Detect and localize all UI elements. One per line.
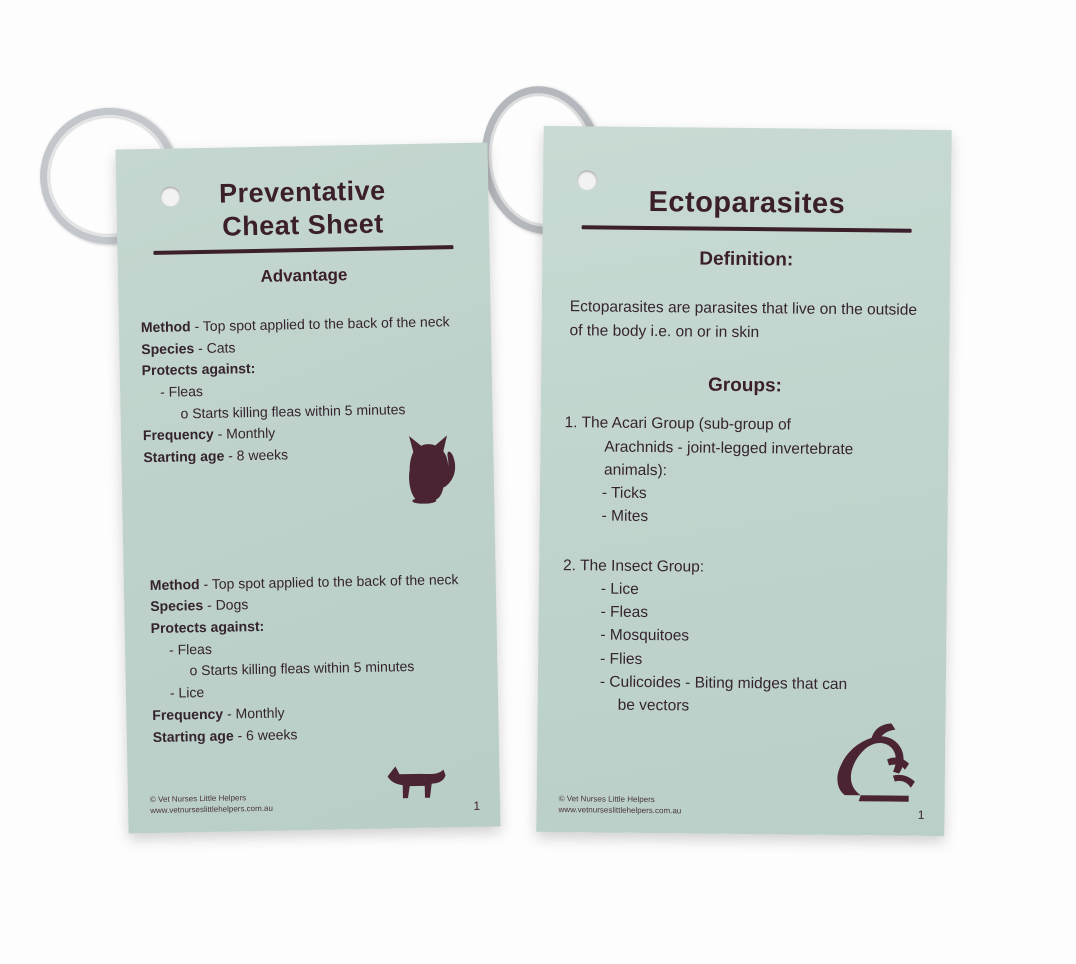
value-species: - Cats bbox=[197, 338, 236, 356]
page-number: 1 bbox=[473, 798, 481, 813]
group-sub-item: - Mosquitoes bbox=[600, 626, 690, 645]
footer-line1: © Vet Nurses Little Helpers bbox=[149, 793, 247, 804]
value-starting-age: - 8 weeks bbox=[228, 446, 289, 464]
group-sub-item: - Mites bbox=[601, 507, 649, 526]
protects-item: - Fleas bbox=[168, 640, 213, 658]
value-species: - Dogs bbox=[206, 596, 249, 614]
label-method: Method bbox=[149, 575, 200, 593]
value-starting-age: - 6 weeks bbox=[237, 725, 298, 743]
flashcard-preventative-cheat-sheet[interactable] bbox=[115, 142, 500, 833]
page-title: Ectoparasites bbox=[648, 185, 846, 221]
label-species: Species bbox=[141, 339, 195, 357]
flashcard-ectoparasites[interactable] bbox=[536, 126, 951, 836]
group-sub-item: - Flies bbox=[600, 650, 643, 668]
definition-heading: Definition: bbox=[699, 248, 794, 271]
footer-line1: © Vet Nurses Little Helpers bbox=[558, 793, 655, 804]
protects-item: - Fleas bbox=[159, 382, 204, 400]
page-title-line2: Cheat Sheet bbox=[221, 208, 384, 242]
groups-heading: Groups: bbox=[707, 375, 783, 397]
value-frequency: - Monthly bbox=[217, 424, 276, 443]
label-species: Species bbox=[150, 597, 204, 615]
title-divider bbox=[582, 226, 912, 233]
value-method: - Top spot applied to the back of the neck bbox=[194, 313, 450, 335]
flea-silhouette-icon bbox=[815, 715, 924, 806]
group-sub-item: - Fleas bbox=[600, 603, 649, 622]
label-starting-age: Starting age bbox=[152, 726, 234, 745]
protects-item: o Starts killing fleas within 5 minutes bbox=[180, 400, 406, 422]
value-method: - Top spot applied to the back of the neck bbox=[203, 570, 459, 592]
group-text-cont: Arachnids - joint-legged invertebrate bbox=[604, 438, 854, 458]
group-sub-item: - Ticks bbox=[601, 484, 647, 503]
label-frequency: Frequency bbox=[142, 426, 214, 444]
label-protects: Protects against: bbox=[150, 617, 265, 637]
label-frequency: Frequency bbox=[152, 705, 224, 723]
definition-text: Ectoparasites are parasites that live on the outside of the body i.e. on or in skin bbox=[569, 298, 918, 342]
product-name: Advantage bbox=[260, 265, 348, 286]
dog-silhouette-icon bbox=[385, 761, 448, 800]
group-sub-item: - Culicoides - Biting midges that can bbox=[599, 673, 848, 693]
group-number: 2. bbox=[563, 556, 577, 574]
title-divider bbox=[153, 245, 453, 255]
group-text-cont: animals): bbox=[604, 461, 668, 480]
group-number: 1. bbox=[564, 414, 578, 432]
label-starting-age: Starting age bbox=[143, 447, 225, 466]
label-method: Method bbox=[140, 318, 191, 336]
group-text: The Acari Group (sub-group of bbox=[581, 414, 792, 434]
footer-line2: www.vetnurseslittlehelpers.com.au bbox=[150, 804, 273, 816]
footer-credit bbox=[558, 793, 681, 817]
section-dogs bbox=[146, 569, 477, 749]
footer-line2: www.vetnurseslittlehelpers.com.au bbox=[558, 805, 682, 816]
group-item bbox=[562, 412, 926, 439]
label-protects: Protects against: bbox=[141, 360, 256, 379]
protects-item: - Lice bbox=[169, 684, 205, 701]
page-title-line1: Preventative bbox=[218, 175, 386, 209]
footer-credit bbox=[150, 792, 273, 818]
protects-item: o Starts killing fleas within 5 minutes bbox=[189, 658, 415, 679]
page-title bbox=[138, 173, 467, 245]
group-list bbox=[560, 412, 927, 721]
cat-silhouette-icon bbox=[395, 431, 460, 504]
group-text: The Insect Group: bbox=[579, 556, 705, 576]
group-sub-item: - Lice bbox=[600, 580, 639, 598]
page-number: 1 bbox=[917, 807, 925, 822]
group-sub-item-cont: be vectors bbox=[617, 696, 690, 715]
value-frequency: - Monthly bbox=[226, 704, 285, 722]
